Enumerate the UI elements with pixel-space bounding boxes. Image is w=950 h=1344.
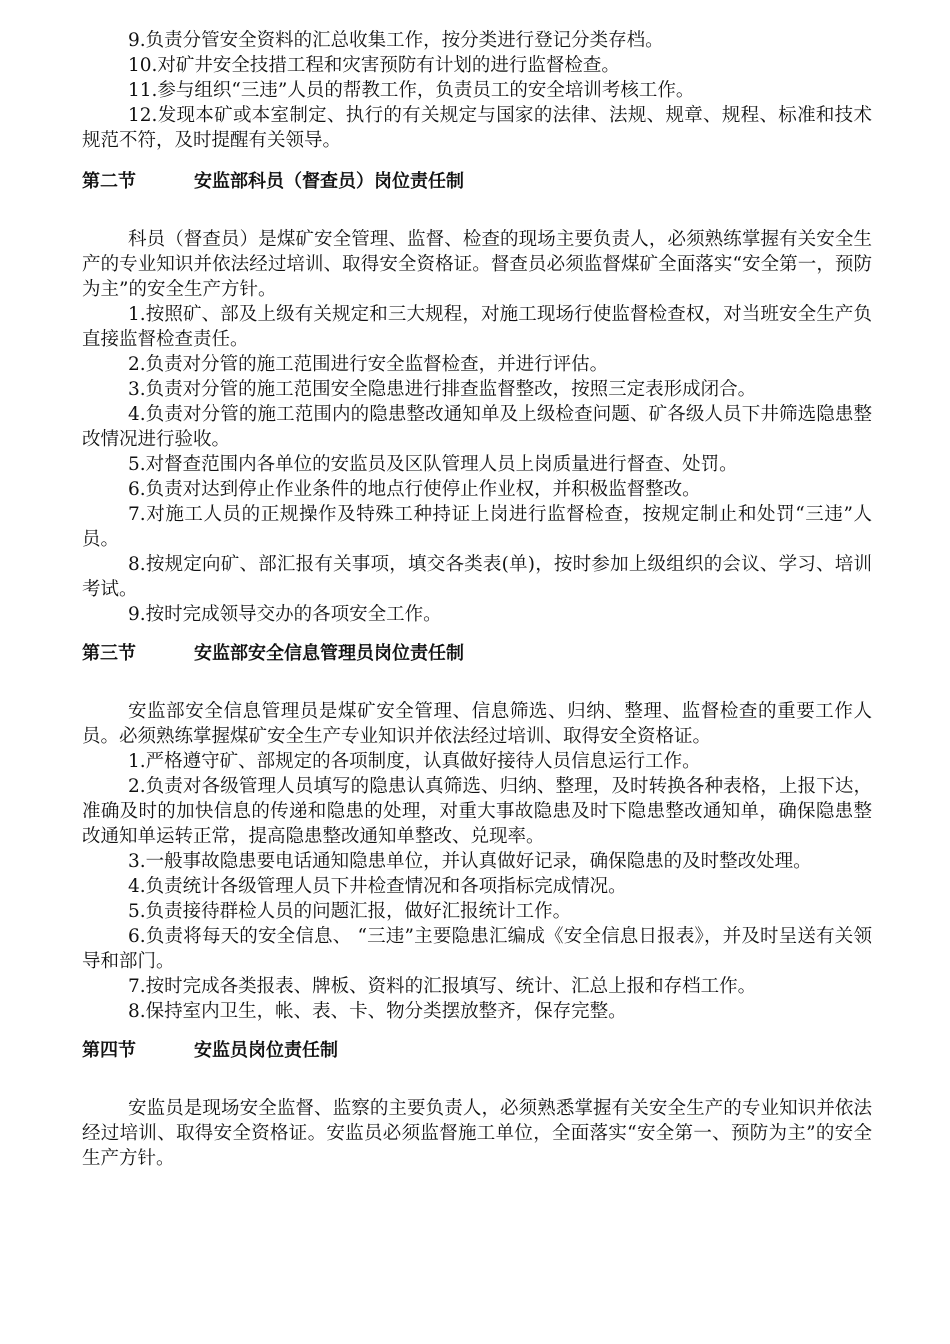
list-item: 12.发现本矿或本室制定、执行的有关规定与国家的法律、法规、规章、规程、标准和技术规范不符，及时提醒有关领导。 <box>82 105 872 151</box>
list-item: 5.负责接待群检人员的问题汇报，做好汇报统计工作。 <box>128 901 572 922</box>
list-item: 3.负责对分管的施工范围安全隐患进行排查监督整改，按照三定表形成闭合。 <box>128 379 757 400</box>
list-item: 6.负责将每天的安全信息、 “三违”主要隐患汇编成《安全信息日报表》，并及时呈送有关领导和部门。 <box>82 926 872 972</box>
list-item: 3.一般事故隐患要电话通知隐患单位，并认真做好记录，确保隐患的及时整改处理。 <box>128 851 812 872</box>
list-item: 9.按时完成领导交办的各项安全工作。 <box>128 604 442 625</box>
section-number: 第三节 <box>82 643 136 664</box>
section-heading <box>82 1038 872 1063</box>
section-title: 安监部安全信息管理员岗位责任制 <box>194 643 464 664</box>
section-3 <box>82 641 872 1024</box>
list-item: 11.参与组织“三违”人员的帮教工作，负责员工的安全培训考核工作。 <box>128 80 695 101</box>
section-1-tail <box>82 28 872 153</box>
section-heading <box>82 169 872 194</box>
list-item: 9.负责分管安全资料的汇总收集工作，按分类进行登记分类存档。 <box>128 30 664 51</box>
list-item: 5.对督查范围内各单位的安监员及区队管理人员上岗质量进行督查、处罚。 <box>128 454 738 475</box>
list-item: 7.按时完成各类报表、牌板、资料的汇报填写、统计、汇总上报和存档工作。 <box>128 976 757 997</box>
list-item: 2.负责对各级管理人员填写的隐患认真筛选、归纳、整理，及时转换各种表格，上报下达，准确及时的加快信息的传递和隐患的处理，对重大事故隐患及时下隐患整改通知单，确保隐患整改通知单运转正常，提高隐患整改通知单整改、兑现率。 <box>82 776 872 847</box>
list-item: 10.对矿井安全技措工程和灾害预防有计划的进行监督检查。 <box>128 55 620 76</box>
list-item: 1.严格遵守矿、部规定的各项制度，认真做好接待人员信息运行工作。 <box>128 751 701 772</box>
section-intro: 安监部安全信息管理员是煤矿安全管理、信息筛选、归纳、整理、监督检查的重要工作人员。必须熟练掌握煤矿安全生产专业知识并依法经过培训、取得安全资格证。 <box>82 701 872 747</box>
section-number: 第二节 <box>82 171 136 192</box>
list-item: 4.负责对分管的施工范围内的隐患整改通知单及上级检查问题、矿各级人员下井筛选隐患整改情况进行验收。 <box>82 404 872 450</box>
section-2 <box>82 169 872 627</box>
section-number: 第四节 <box>82 1040 136 1061</box>
list-item: 2.负责对分管的施工范围进行安全监督检查，并进行评估。 <box>128 354 609 375</box>
document-page <box>82 28 872 1171</box>
section-title: 安监员岗位责任制 <box>194 1040 338 1061</box>
list-item: 4.负责统计各级管理人员下井检查情况和各项指标完成情况。 <box>128 876 627 897</box>
list-item: 7.对施工人员的正规操作及特殊工种持证上岗进行监督检查，按规定制止和处罚“三违”人员。 <box>82 504 872 550</box>
list-item: 8.按规定向矿、部汇报有关事项，填交各类表(单)，按时参加上级组织的会议、学习、培训考试。 <box>82 554 872 600</box>
section-intro: 科员（督查员）是煤矿安全管理、监督、检查的现场主要负责人，必须熟练掌握有关安全生产的专业知识并依法经过培训、取得安全资格证。督查员必须监督煤矿全面落实“安全第一，预防为主”的安全生产方针。 <box>82 229 872 300</box>
section-4 <box>82 1038 872 1171</box>
section-heading <box>82 641 872 666</box>
list-item: 1.按照矿、部及上级有关规定和三大规程，对施工现场行使监督检查权，对当班安全生产负直接监督检查责任。 <box>82 304 872 350</box>
section-intro: 安监员是现场安全监督、监察的主要负责人，必须熟悉掌握有关安全生产的专业知识并依法经过培训、取得安全资格证。安监员必须监督施工单位，全面落实“安全第一、预防为主”的安全生产方针。 <box>82 1098 872 1169</box>
list-item: 8.保持室内卫生，帐、表、卡、物分类摆放整齐，保存完整。 <box>128 1001 627 1022</box>
section-title: 安监部科员（督查员）岗位责任制 <box>194 171 464 192</box>
list-item: 6.负责对达到停止作业条件的地点行使停止作业权，并积极监督整改。 <box>128 479 701 500</box>
